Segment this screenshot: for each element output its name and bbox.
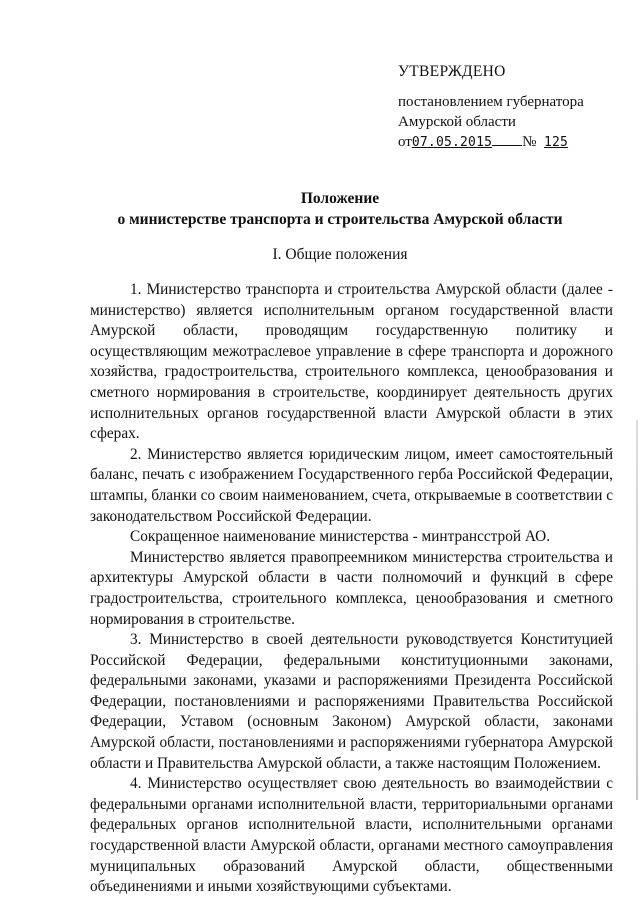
approval-date-line — [398, 132, 608, 153]
document-body — [90, 280, 613, 898]
section-heading: I. Общие положения — [272, 246, 408, 263]
document-title: Положение — [300, 190, 380, 207]
date-value: 07.05.2015 — [411, 135, 493, 150]
paragraph-4: 4. Министерство осуществляет свою деятельность во взаимодействии с федеральными органами исполнительной власти, территориальными органами федеральных органов исполнительной власти, исполнительными органами государственной власти Амурской области, органами местного самоуправления муниципальных образований Амурской области, общественными объединениями и иными хозяйствующими субъектами. — [90, 775, 613, 896]
paragraph-2: 2. Министерство является юридическим лицом, имеет самостоятельный баланс, печать с изображением Государственного герба Российской Федерации, штампы, бланки со своим наименованием, счета, открываемые в соответствии с законодательством Российской Федерации. — [90, 445, 613, 525]
document-subtitle: о министерстве транспорта и строительства Амурской области — [117, 211, 563, 228]
approval-line-1: постановлением губернатора — [398, 94, 584, 110]
date-prefix: от — [398, 134, 412, 150]
number-prefix: № — [522, 134, 537, 150]
approval-stamp: УТВЕРЖДЕНО — [398, 63, 506, 80]
paragraph-3: 3. Министерство в своей деятельности руководствуется Конституцией Российской Федерации, федеральными конституционными законами, федеральными законами, указами и распоряжениями Президента Российской Федерации, постановлениями и распоряжениями Правительства Российской Федерации, Уставом (основным Законом) Амурской области, законами Амурской области, постановлениями и распоряжениями губернатора Амурской области и Правительства Амурской области, а также настоящим Положением. — [90, 631, 613, 772]
date-underline — [492, 133, 522, 146]
paragraph-successor: Министерство является правопреемником министерства строительства и архитектуры Амурской области в части полномочий и функций в сфере градостроительства, строительного комплекса, ценообразования и сметного нормирования в строительстве. — [90, 548, 613, 628]
approval-block — [398, 62, 608, 153]
number-value: 125 — [543, 135, 569, 150]
approval-line-2: Амурской области — [398, 114, 516, 130]
paragraph-short-name: Сокращенное наименование министерства - минтрансстрой АО. — [130, 528, 551, 546]
scan-edge-mark — [636, 420, 638, 800]
paragraph-1: 1. Министерство транспорта и строительства Амурской области (далее - министерство) является исполнительным органом государственной власти Амурской области, проводящим государственную политику и осуществляющим межотраслевое управление в сфере транспорта и дорожного хозяйства, градостроительства, строительного комплекса, ценообразования и сметного нормирования в строительстве, координирует деятельность других исполнительных органов государственной власти Амурской области в этих сферах. — [90, 281, 613, 443]
